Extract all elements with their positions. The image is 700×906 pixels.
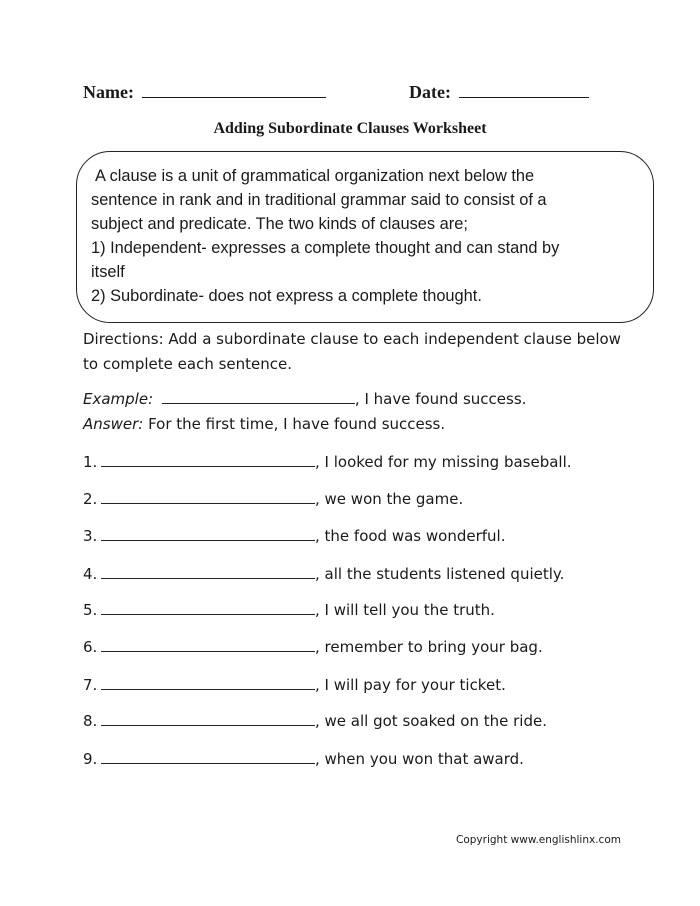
item-text: , I will tell you the truth. [315, 601, 495, 619]
list-item [83, 638, 543, 656]
list-item [83, 601, 495, 619]
answer-blank[interactable] [101, 712, 315, 726]
directions-line: to complete each sentence. [83, 355, 293, 373]
name-label: Name: [83, 82, 134, 102]
answer-blank[interactable] [101, 676, 315, 690]
answer-blank[interactable] [101, 638, 315, 652]
name-field [83, 82, 326, 103]
definition-box [76, 151, 654, 323]
item-number: 3. [83, 527, 98, 545]
answer-blank[interactable] [101, 527, 315, 541]
item-number: 4. [83, 565, 98, 583]
item-text: , we all got soaked on the ride. [315, 712, 547, 730]
item-text: , all the students listened quietly. [315, 565, 565, 583]
answer-row [83, 415, 445, 433]
list-item [83, 750, 524, 768]
answer-blank[interactable] [101, 565, 315, 579]
item-text: , I will pay for your ticket. [315, 676, 506, 694]
item-number: 1. [83, 453, 98, 471]
item-number: 8. [83, 712, 98, 730]
answer-blank[interactable] [101, 601, 315, 615]
example-row [83, 390, 526, 408]
item-number: 7. [83, 676, 98, 694]
list-item [83, 453, 572, 471]
item-text: , I looked for my missing baseball. [315, 453, 572, 471]
item-text: , we won the game. [315, 490, 464, 508]
answer-label: Answer: [83, 415, 144, 433]
item-number: 6. [83, 638, 98, 656]
list-item [83, 712, 547, 730]
example-text: , I have found success. [354, 390, 527, 408]
list-item [83, 565, 564, 583]
item-text: , remember to bring your bag. [315, 638, 543, 656]
directions-line: Directions: Add a subordinate clause to each independent clause below [83, 330, 621, 348]
definition-line: A clause is a unit of grammatical organization next below the [95, 167, 535, 185]
list-item [83, 527, 505, 545]
date-field [409, 82, 589, 103]
definition-line: 2) Subordinate- does not express a complete thought. [91, 287, 482, 305]
definition-line: itself [91, 263, 125, 281]
worksheet-title: Adding Subordinate Clauses Worksheet [213, 120, 487, 137]
answer-blank[interactable] [101, 490, 315, 504]
answer-blank[interactable] [101, 453, 315, 467]
item-text: , the food was wonderful. [315, 527, 506, 545]
list-item [83, 676, 506, 694]
worksheet-header [83, 82, 623, 108]
item-number: 2. [83, 490, 98, 508]
example-label: Example: [83, 390, 154, 408]
list-item [83, 490, 463, 508]
example-blank [162, 390, 355, 404]
copyright-text: Copyright www.englishlinx.com [456, 834, 621, 846]
date-blank[interactable] [459, 83, 589, 98]
definition-line: sentence in rank and in traditional grammar said to consist of a [91, 191, 547, 209]
item-number: 9. [83, 750, 98, 768]
definition-line: subject and predicate. The two kinds of clauses are; [91, 215, 468, 233]
directions [83, 327, 643, 377]
name-blank[interactable] [142, 83, 326, 98]
date-label: Date: [409, 82, 451, 102]
answer-text: For the first time, I have found success. [143, 415, 446, 433]
definition-line: 1) Independent- expresses a complete thought and can stand by [91, 239, 560, 257]
item-text: , when you won that award. [315, 750, 524, 768]
answer-blank[interactable] [101, 750, 315, 764]
item-number: 5. [83, 601, 98, 619]
